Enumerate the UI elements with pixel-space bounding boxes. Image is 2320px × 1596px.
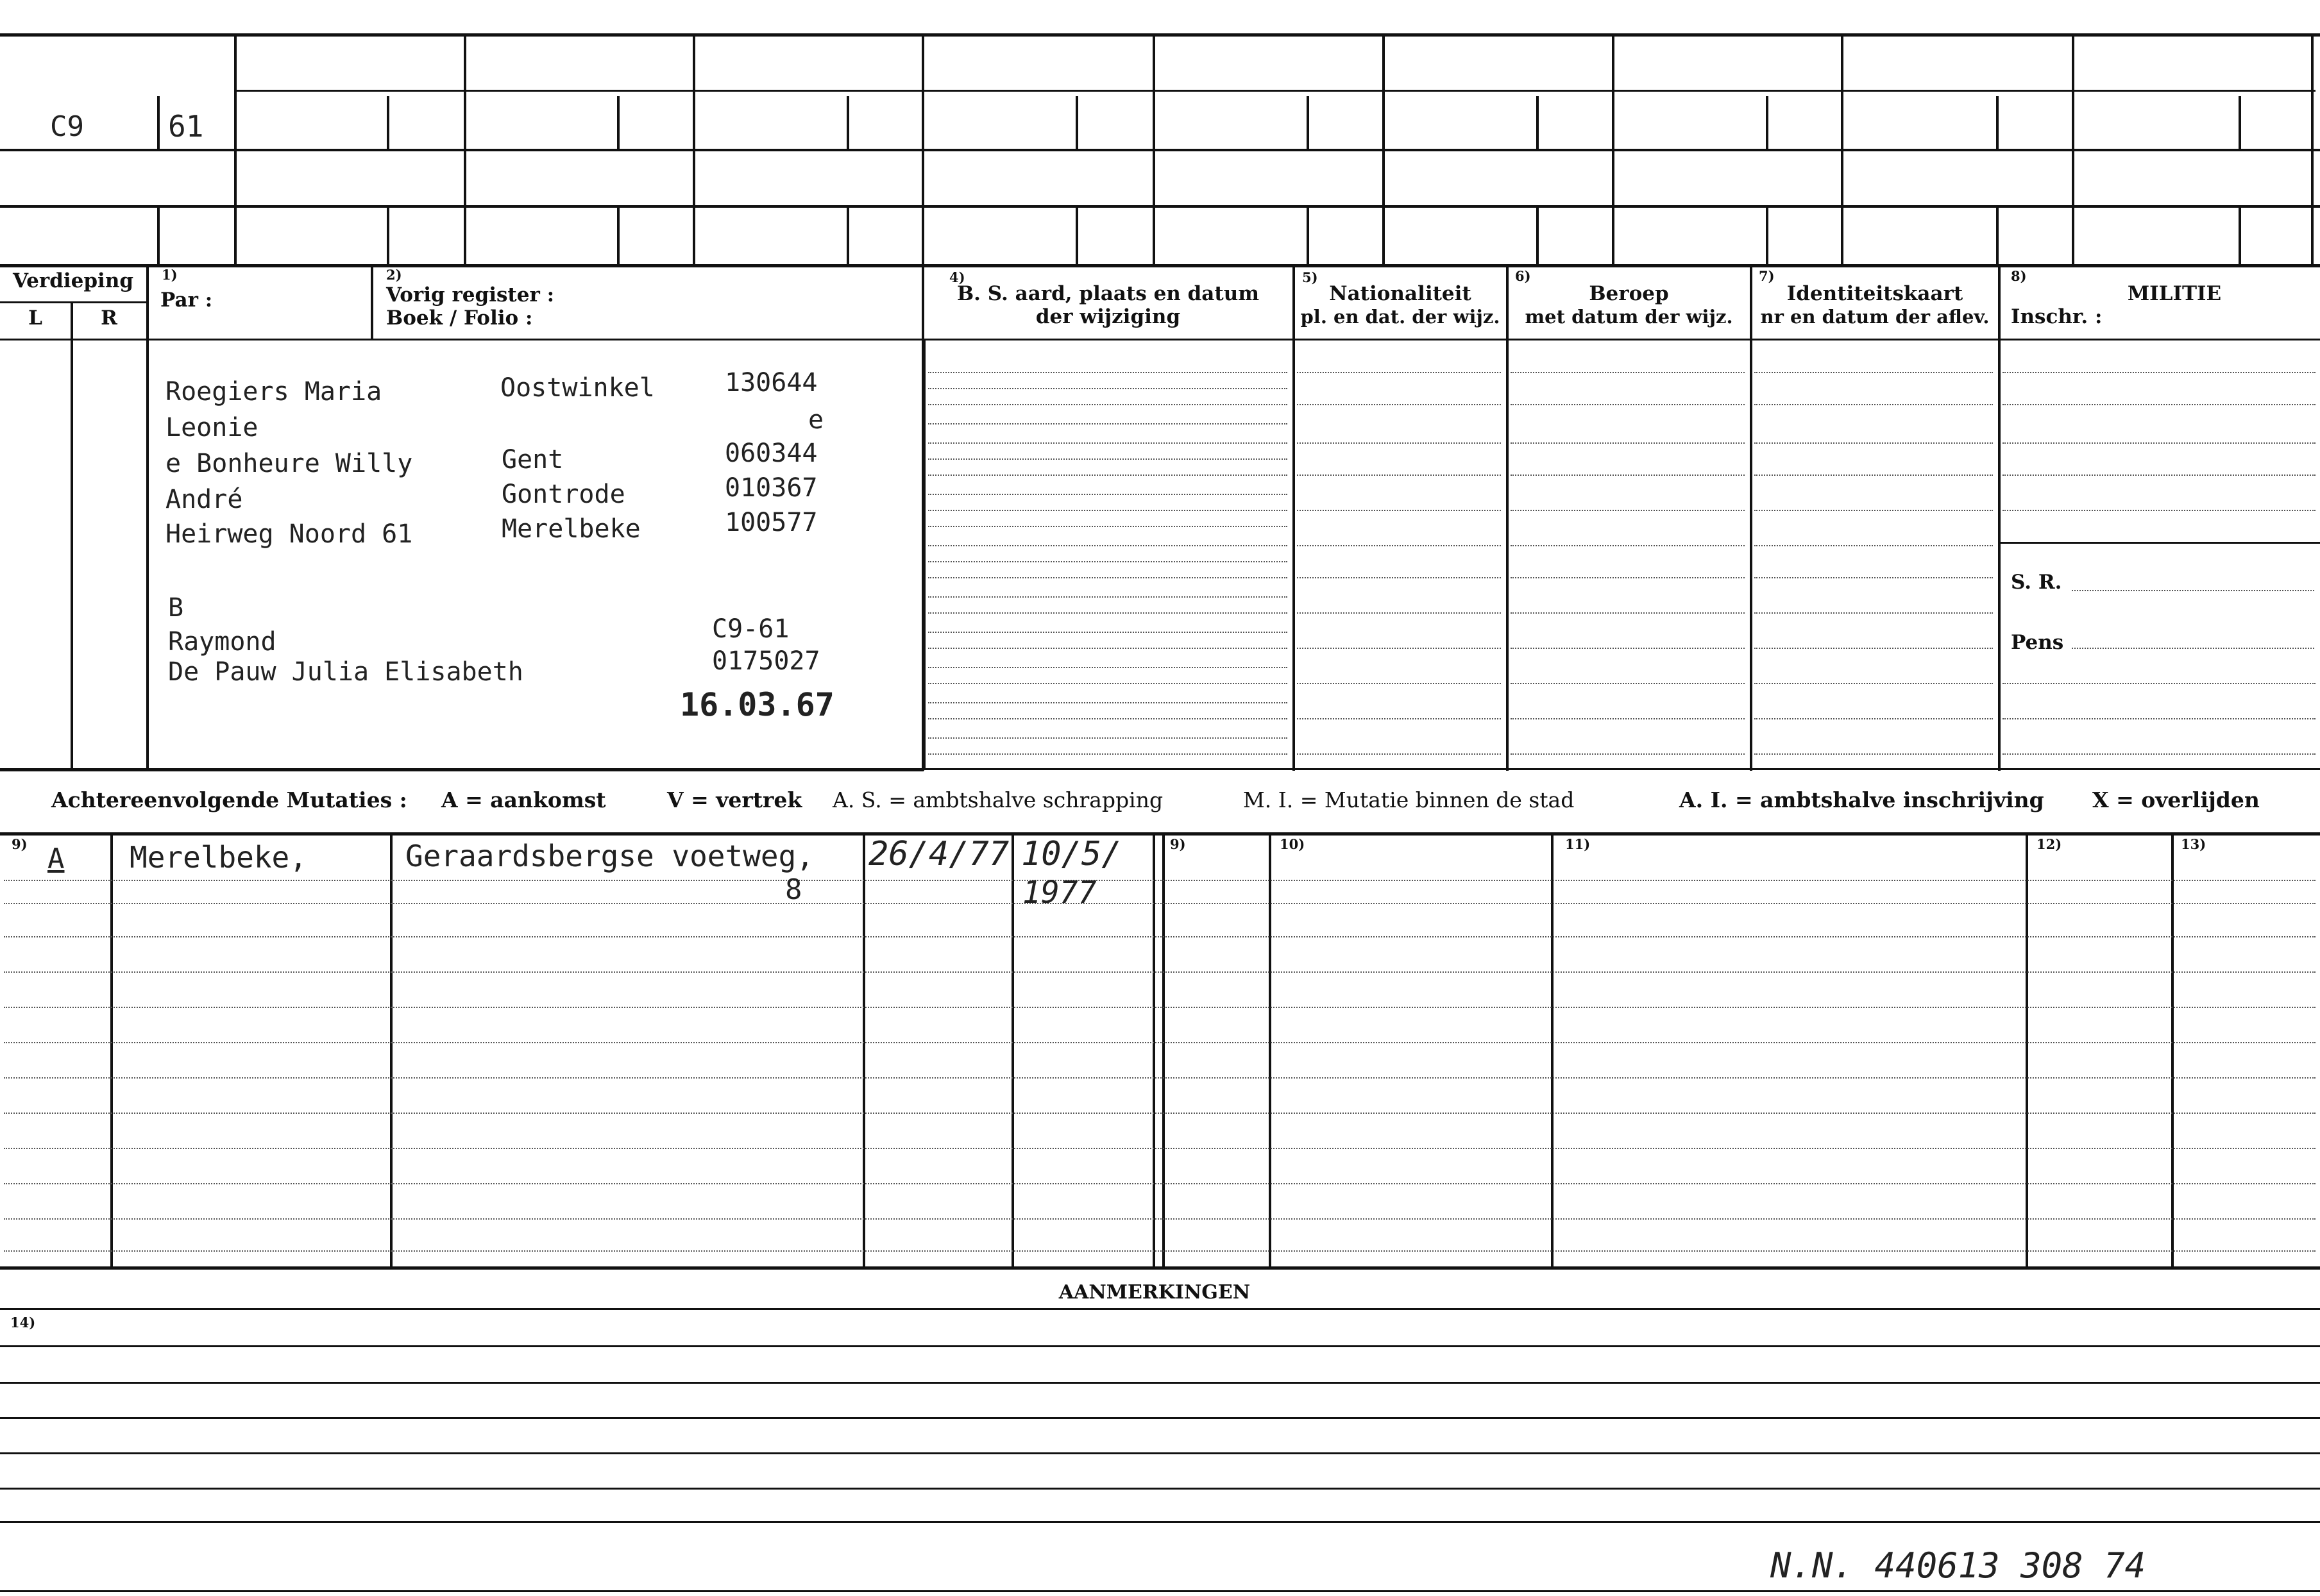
- person-municipality: Merelbeke: [502, 514, 641, 544]
- mutation-date-1: 26/4/77: [868, 835, 1010, 873]
- bs-header-line1: B. S. aard, plaats en datum: [956, 282, 1260, 305]
- legend-v: V = vertrek: [667, 787, 802, 812]
- legend-ai: A. I. = ambtshalve inschrijving: [1679, 787, 2044, 812]
- vorig-register-label: Vorig register :: [386, 283, 555, 307]
- legend-as: A. S. = ambtshalve schrapping: [833, 787, 1164, 812]
- person-birthplace-4: Gontrode: [502, 480, 625, 509]
- stamp-date: 16.03.67: [680, 686, 834, 723]
- remarks-number: 14): [10, 1315, 36, 1331]
- col12-label: 12): [2036, 836, 2062, 852]
- person-ref-line7: C9-61: [712, 614, 790, 644]
- col9-right-label: 9): [1170, 836, 1186, 852]
- person-birthdate-4: 010367: [725, 473, 818, 503]
- id-header-line2: nr en datum der aflev.: [1760, 306, 1990, 328]
- legend-title: Achtereenvolgende Mutaties :: [51, 787, 407, 812]
- person-birthplace-1: Oostwinkel: [500, 373, 655, 403]
- boek-folio-label: Boek / Folio :: [386, 307, 533, 330]
- col10-label: 10): [1280, 836, 1305, 852]
- legend-a: A = aankomst: [441, 787, 606, 812]
- national-number: N.N. 440613 308 74: [1770, 1545, 2146, 1586]
- person-name-line3: e Bonheure Willy: [165, 449, 413, 478]
- beroep-header-line1: Beroep: [1589, 282, 1669, 305]
- person-birthdate-1: 130644: [725, 368, 818, 398]
- person-ref-line8: 0175027: [712, 646, 820, 676]
- nat-number: 5): [1302, 269, 1318, 285]
- register-number: 61: [168, 109, 204, 144]
- person-birthplace-3: Gent: [502, 445, 564, 475]
- person-birthdate-3: 060344: [725, 439, 818, 468]
- bs-number: 4): [949, 269, 965, 285]
- mutation-place: Merelbeke,: [130, 840, 307, 875]
- col9-left-label: 9): [12, 836, 28, 852]
- person-line6: B: [168, 593, 184, 623]
- par-number: 1): [162, 267, 178, 283]
- person-extra-line2: e: [808, 405, 824, 435]
- verdieping-l: L: [28, 307, 42, 330]
- beroep-header-line2: met datum der wijz.: [1525, 306, 1733, 328]
- nat-header-line2: pl. en dat. der wijz.: [1300, 306, 1500, 328]
- id-header-line1: Identiteitskaart: [1786, 282, 1963, 305]
- person-settle-date: 100577: [725, 508, 818, 537]
- bs-header-line2: der wijziging: [1035, 305, 1181, 328]
- person-name-line2: Leonie: [165, 413, 258, 442]
- mutation-type: A: [47, 843, 65, 875]
- mutation-date-2a: 10/5/: [1021, 835, 1122, 873]
- register-code: C9: [50, 110, 84, 143]
- person-name-line8: De Pauw Julia Elisabeth: [168, 657, 523, 687]
- col13-label: 13): [2181, 836, 2206, 852]
- legend-x: X = overlijden: [2092, 787, 2260, 812]
- pens-label: Pens: [2011, 631, 2064, 654]
- col11-label: 11): [1565, 836, 1591, 852]
- mutation-house-number: 8: [785, 873, 802, 906]
- person-name-line1: Roegiers Maria: [165, 377, 382, 407]
- remarks-title: AANMERKINGEN: [1058, 1281, 1251, 1304]
- legend-mi: M. I. = Mutatie binnen de stad: [1243, 787, 1575, 812]
- person-name-line7: Raymond: [168, 627, 276, 657]
- person-name-line4: André: [165, 485, 243, 514]
- militie-header: MILITIE: [2127, 282, 2222, 305]
- mutation-street: Geraardsbergse voetweg,: [405, 839, 814, 873]
- sr-label: S. R.: [2011, 571, 2062, 594]
- vorig-number: 2): [386, 267, 402, 283]
- par-label: Par :: [160, 289, 213, 312]
- verdieping-r: R: [101, 307, 117, 330]
- inschr-label: Inschr. :: [2011, 305, 2103, 328]
- beroep-number: 6): [1515, 268, 1531, 284]
- mutation-date-2b: 1977: [1022, 875, 1097, 911]
- verdieping-header: Verdieping: [12, 269, 134, 292]
- nat-header-line1: Nationaliteit: [1329, 282, 1471, 305]
- id-number: 7): [1759, 268, 1775, 284]
- person-address: Heirweg Noord 61: [165, 519, 413, 549]
- militie-number: 8): [2011, 268, 2027, 284]
